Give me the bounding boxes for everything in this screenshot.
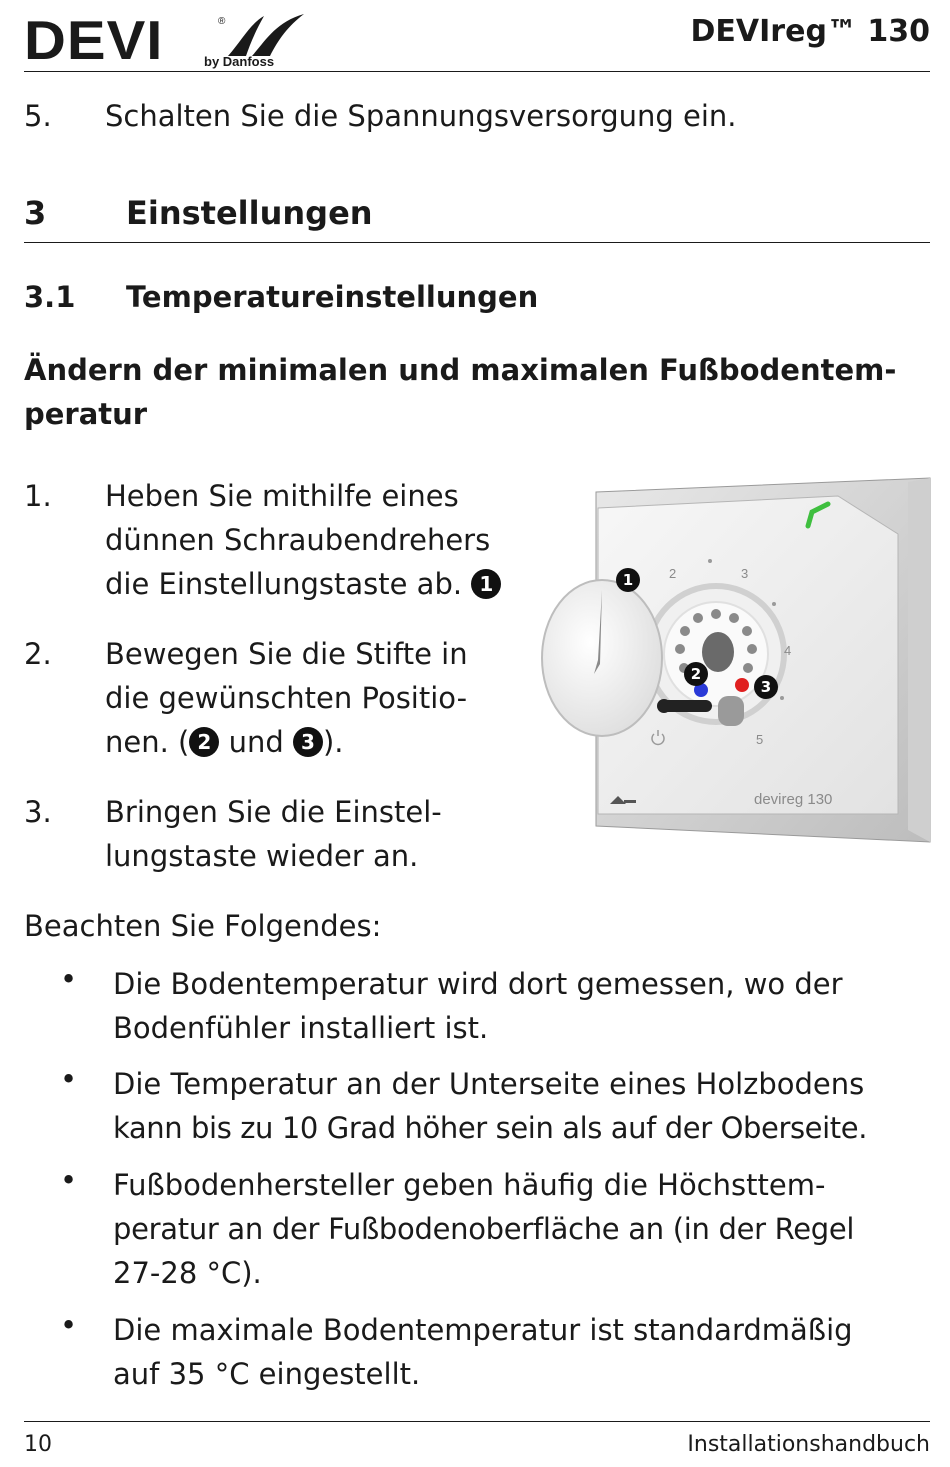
callout-badge-2: 2 bbox=[189, 727, 219, 757]
subsection-title: Temperatureinstellungen bbox=[126, 280, 539, 314]
step-line: Heben Sie mithilfe eines bbox=[105, 479, 459, 513]
note-intro: Beachten Sie Folgendes: bbox=[24, 909, 382, 943]
bullet-symbol: • bbox=[60, 962, 78, 996]
dial-number: 2 bbox=[669, 566, 677, 581]
devi-logo bbox=[24, 8, 294, 72]
header-divider bbox=[24, 71, 930, 72]
setting-knob bbox=[542, 580, 662, 736]
bullet-line: peratur an der Fußbodenoberfläche an (in der Regel bbox=[113, 1212, 855, 1246]
step-line: dünnen Schraubendrehers bbox=[105, 523, 491, 557]
step-line: die gewünschten Positio- bbox=[105, 681, 468, 715]
dial-number: 5 bbox=[756, 732, 764, 747]
callout-badge-3: 3 bbox=[293, 727, 323, 757]
footer-divider bbox=[24, 1421, 930, 1422]
step-line-text: ). bbox=[322, 725, 344, 759]
intro-step-text: Schalten Sie die Spannungsversorgung ein. bbox=[105, 99, 737, 133]
bullet-item bbox=[113, 1308, 923, 1396]
step-number: 1. bbox=[24, 479, 52, 513]
step-number: 3. bbox=[24, 795, 52, 829]
section-title: Einstellungen bbox=[126, 194, 373, 232]
dial-number: 3 bbox=[741, 566, 749, 581]
devi-swoosh-icon bbox=[216, 10, 308, 60]
bullet-item bbox=[113, 962, 923, 1050]
bullet-symbol: • bbox=[60, 1308, 78, 1342]
callout-badge-1: 1 bbox=[471, 569, 501, 599]
paragraph-heading-line: peratur bbox=[24, 397, 148, 431]
step-line bbox=[105, 562, 501, 606]
step-line: lungstaste wieder an. bbox=[105, 839, 419, 873]
bullet-line: Fußbodenhersteller geben häufig die Höchsttem- bbox=[113, 1168, 826, 1202]
bullet-item bbox=[113, 1163, 923, 1295]
brand-wordmark: DEVI bbox=[24, 9, 164, 72]
paragraph-heading bbox=[24, 348, 924, 436]
bullet-line: kann bis zu 10 Grad höher sein als auf der Oberseite. bbox=[113, 1111, 868, 1145]
step-number: 2. bbox=[24, 637, 52, 671]
svg-text:®: ® bbox=[218, 16, 226, 27]
callout-2: 2 bbox=[690, 665, 702, 683]
step-line-text: die Einstellungstaste ab. bbox=[105, 567, 472, 601]
bullet-line: 27-28 °C). bbox=[113, 1256, 262, 1290]
intro-step-number: 5. bbox=[24, 99, 52, 133]
bullet-line: auf 35 °C eingestellt. bbox=[113, 1357, 421, 1391]
subsection-number: 3.1 bbox=[24, 280, 76, 314]
bullet-symbol: • bbox=[60, 1163, 78, 1197]
step-line bbox=[105, 720, 468, 764]
callout-3: 3 bbox=[760, 678, 772, 696]
product-label: devireg 130 bbox=[754, 791, 833, 808]
document-title: DEVIreg™ 130 bbox=[690, 14, 930, 49]
step-text bbox=[105, 790, 442, 878]
callout-1: 1 bbox=[622, 571, 634, 589]
step-text bbox=[105, 474, 501, 606]
section-divider bbox=[24, 242, 930, 243]
bullet-item bbox=[113, 1062, 923, 1150]
footer-label: Installationshandbuch bbox=[687, 1432, 930, 1457]
bullet-symbol: • bbox=[60, 1062, 78, 1096]
step-line-text: nen. ( bbox=[105, 725, 190, 759]
step-line-text: und bbox=[219, 725, 293, 759]
thermostat-illustration bbox=[538, 474, 934, 846]
brand-subtitle: by Danfoss bbox=[204, 54, 275, 69]
max-pin bbox=[735, 678, 749, 692]
bullet-line: Bodenfühler installiert ist. bbox=[113, 1011, 489, 1045]
step-line: Bewegen Sie die Stifte in bbox=[105, 637, 468, 671]
page-number: 10 bbox=[24, 1432, 52, 1457]
step-line: Bringen Sie die Einstel- bbox=[105, 795, 442, 829]
section-number: 3 bbox=[24, 194, 47, 232]
bullet-line: Die maximale Bodentemperatur ist standardmäßig bbox=[113, 1313, 853, 1347]
bullet-line: Die Temperatur an der Unterseite eines Holzbodens bbox=[113, 1067, 865, 1101]
dial-number: 4 bbox=[784, 643, 792, 658]
bullet-line: Die Bodentemperatur wird dort gemessen, wo der bbox=[113, 967, 843, 1001]
paragraph-heading-line: Ändern der minimalen und maximalen Fußbodentem- bbox=[24, 353, 897, 387]
step-text bbox=[105, 632, 468, 764]
